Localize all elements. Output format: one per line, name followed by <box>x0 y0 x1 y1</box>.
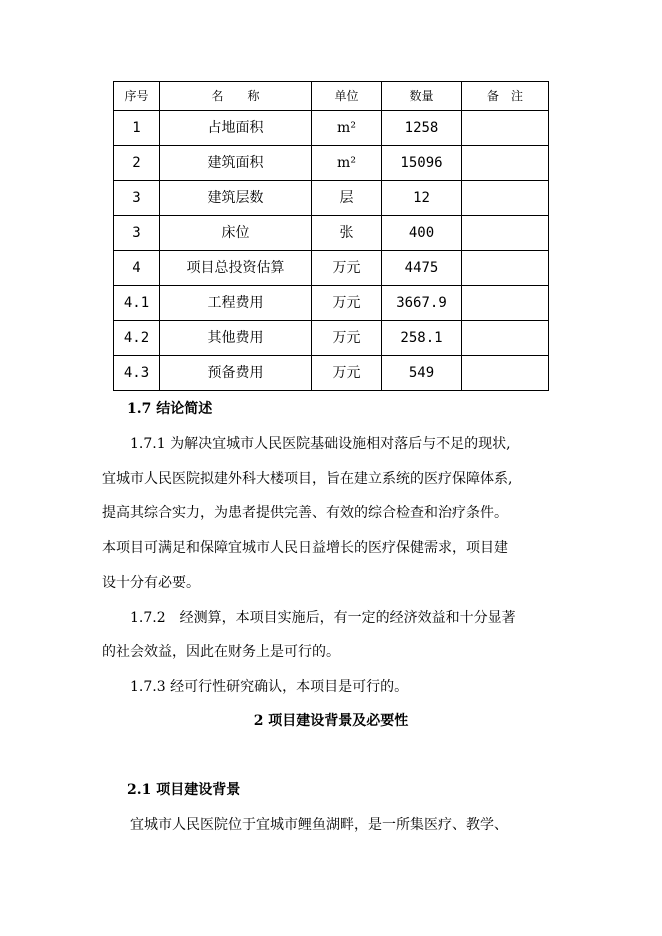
cell-unit: 万元 <box>312 286 382 321</box>
cell-unit: 万元 <box>312 251 382 286</box>
cell-no: 4.2 <box>114 321 160 356</box>
section-1-7-heading: 1.7 结论简述 <box>127 401 213 417</box>
table-row <box>114 181 549 216</box>
paragraph-line: 宜城市人民医院拟建外科大楼项目，旨在建立系统的医疗保障体系, <box>102 471 513 487</box>
project-summary-table <box>113 81 549 391</box>
paragraph-line: 宜城市人民医院位于宜城市鲤鱼湖畔，是一所集医疗、教学、 <box>130 817 508 833</box>
paragraph-line: 1.7.2 经测算，本项目实施后，有一定的经济效益和十分显著 <box>130 610 516 626</box>
cell-unit: 万元 <box>312 321 382 356</box>
cell-name: 床位 <box>160 216 312 251</box>
cell-note <box>462 146 549 181</box>
header-unit: 单位 <box>312 82 382 111</box>
cell-qty: 3667.9 <box>382 286 462 321</box>
cell-unit: 张 <box>312 216 382 251</box>
table-row <box>114 111 549 146</box>
cell-qty: 400 <box>382 216 462 251</box>
paragraph-line: 1.7.1 为解决宜城市人民医院基础设施相对落后与不足的现状, <box>130 436 511 452</box>
paragraph-line: 1.7.3 经可行性研究确认，本项目是可行的。 <box>130 679 409 695</box>
cell-unit: m² <box>312 111 382 146</box>
cell-qty: 15096 <box>382 146 462 181</box>
paragraph-line: 提高其综合实力，为患者提供完善、有效的综合检查和治疗条件。 <box>102 505 508 521</box>
cell-qty: 258.1 <box>382 321 462 356</box>
cell-name: 其他费用 <box>160 321 312 356</box>
table-header-row <box>114 82 549 111</box>
cell-qty: 4475 <box>382 251 462 286</box>
cell-name: 工程费用 <box>160 286 312 321</box>
cell-name: 建筑面积 <box>160 146 312 181</box>
header-no: 序号 <box>114 82 160 111</box>
cell-no: 3 <box>114 216 160 251</box>
cell-name: 建筑层数 <box>160 181 312 216</box>
table-row <box>114 321 549 356</box>
paragraph-line: 本项目可满足和保障宜城市人民日益增长的医疗保健需求，项目建 <box>102 540 508 556</box>
table-row <box>114 286 549 321</box>
cell-no: 4.3 <box>114 356 160 391</box>
cell-no: 1 <box>114 111 160 146</box>
cell-note <box>462 216 549 251</box>
cell-note <box>462 356 549 391</box>
header-note: 备 注 <box>462 82 549 111</box>
cell-unit: 万元 <box>312 356 382 391</box>
cell-no: 4 <box>114 251 160 286</box>
paragraph-line: 的社会效益，因此在财务上是可行的。 <box>102 644 340 660</box>
cell-unit: m² <box>312 146 382 181</box>
cell-name: 预备费用 <box>160 356 312 391</box>
cell-name: 项目总投资估算 <box>160 251 312 286</box>
cell-qty: 1258 <box>382 111 462 146</box>
cell-no: 4.1 <box>114 286 160 321</box>
cell-qty: 12 <box>382 181 462 216</box>
header-name: 名 称 <box>160 82 312 111</box>
cell-unit: 层 <box>312 181 382 216</box>
chapter-2-heading: 2 项目建设背景及必要性 <box>253 713 409 729</box>
cell-note <box>462 321 549 356</box>
table-row <box>114 251 549 286</box>
header-qty: 数量 <box>382 82 462 111</box>
cell-no: 3 <box>114 181 160 216</box>
section-2-1-heading: 2.1 项目建设背景 <box>127 782 241 798</box>
table-row <box>114 356 549 391</box>
cell-no: 2 <box>114 146 160 181</box>
cell-qty: 549 <box>382 356 462 391</box>
cell-note <box>462 181 549 216</box>
paragraph-line: 设十分有必要。 <box>102 575 200 591</box>
cell-note <box>462 286 549 321</box>
cell-name: 占地面积 <box>160 111 312 146</box>
table-row <box>114 216 549 251</box>
cell-note <box>462 111 549 146</box>
table-row <box>114 146 549 181</box>
cell-note <box>462 251 549 286</box>
